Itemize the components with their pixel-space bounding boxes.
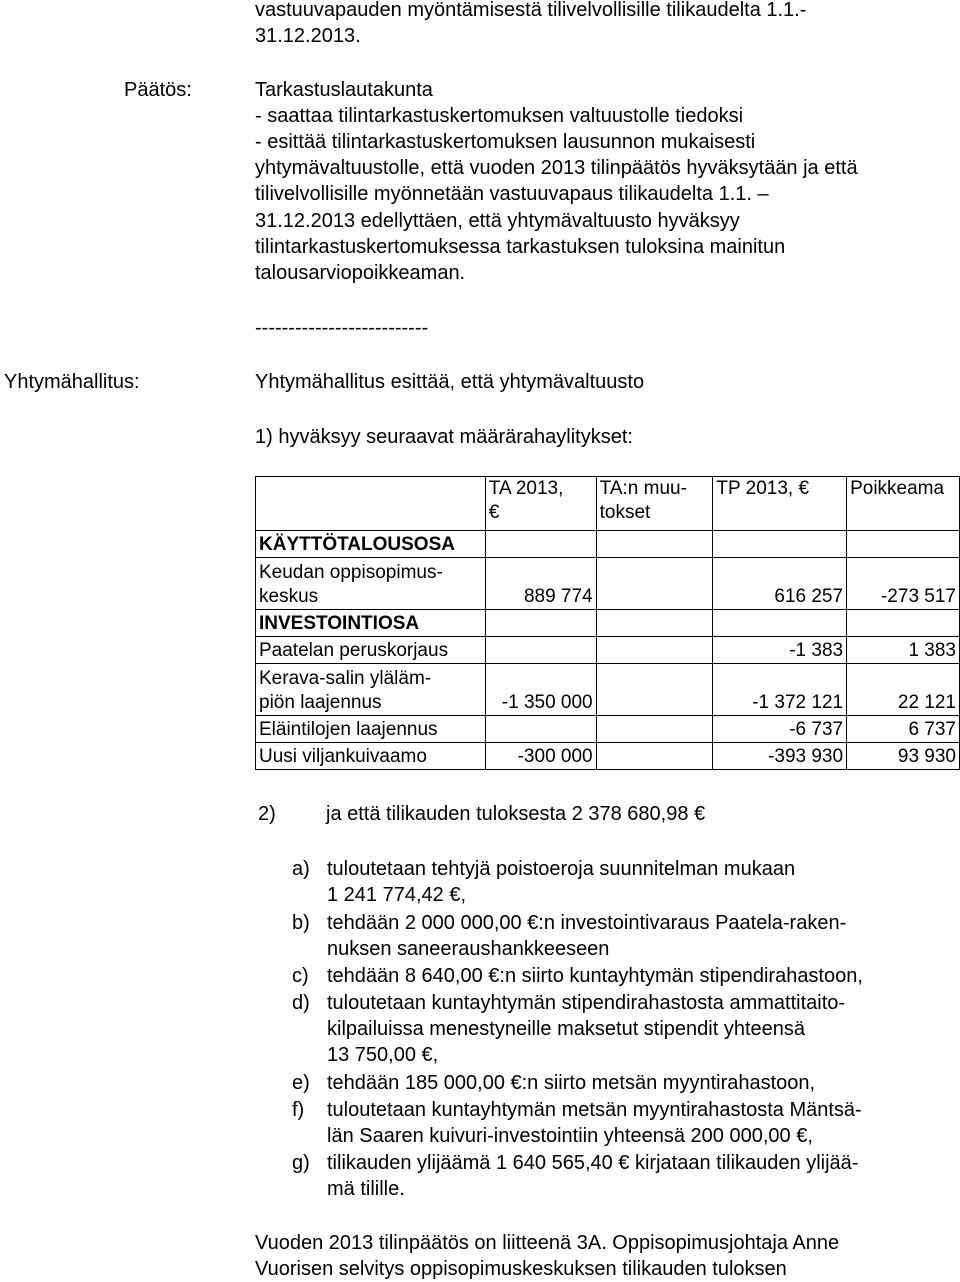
list-item-text: mä tilille. <box>327 1178 405 1200</box>
list-item-text: 13 750,00 €, <box>327 1044 439 1066</box>
table-cell: 6 737 <box>847 716 960 743</box>
intro-line-2: 31.12.2013. <box>255 25 361 47</box>
item-2-text: ja että tilikauden tuloksesta 2 378 680,98 € <box>326 803 706 825</box>
board-intro: Yhtymähallitus esittää, että yhtymävaltuusto <box>255 371 645 393</box>
list-item-marker: a) <box>292 858 310 880</box>
separator: -------------------------- <box>255 317 429 339</box>
table-cell <box>596 637 713 664</box>
table-cell: -1 372 121 <box>713 664 847 716</box>
table-cell <box>485 531 596 558</box>
table-cell <box>713 531 847 558</box>
decision-label: Päätös: <box>124 79 192 101</box>
table-row-label: KÄYTTÖTALOUSOSA <box>256 531 486 558</box>
list-item-text: tuloutetaan tehtyjä poistoeroja suunnitelman mukaan <box>327 858 796 880</box>
table-row-label: INVESTOINTIOSA <box>256 610 486 637</box>
table-row <box>256 716 960 743</box>
table-cell <box>847 531 960 558</box>
table-header-cell: TA 2013, € <box>485 477 596 531</box>
list-item-marker: c) <box>292 965 309 987</box>
table-cell <box>596 610 713 637</box>
table-row <box>256 664 960 716</box>
closing-line-1: Vuoden 2013 tilinpäätös on liitteenä 3A. Oppisopimusjohtaja Anne <box>255 1232 840 1254</box>
list-item-marker: f) <box>292 1099 305 1121</box>
table-cell <box>485 637 596 664</box>
board-item-1: 1) hyväksyy seuraavat määrärahaylitykset: <box>255 426 633 448</box>
table-cell <box>596 664 713 716</box>
decision-line-8: talousarviopoikkeaman. <box>255 262 466 284</box>
table-section-row <box>256 531 960 558</box>
decision-line-2: - saattaa tilintarkastuskertomuksen valtuustolle tiedoksi <box>255 105 744 127</box>
budget-overrun-table <box>255 476 960 770</box>
list-item-text: kilpailuissa menestyneille maksetut stipendit yhteensä <box>327 1018 806 1040</box>
table-cell: -1 350 000 <box>485 664 596 716</box>
decision-line-7: tilintarkastuskertomuksessa tarkastuksen tuloksina mainitun <box>255 236 786 258</box>
list-item-marker: b) <box>292 912 310 934</box>
table-header-cell <box>256 477 486 531</box>
list-item-text: tehdään 2 000 000,00 €:n investointivaraus Paatela-raken- <box>327 912 847 934</box>
table-header-cell: TP 2013, € <box>713 477 847 531</box>
list-item-marker: g) <box>292 1152 310 1174</box>
table-cell: -6 737 <box>713 716 847 743</box>
table-cell: 22 121 <box>847 664 960 716</box>
decision-line-5: tilivelvollisille myönnetään vastuuvapaus tilikaudelta 1.1. – <box>255 183 769 205</box>
table-cell: -1 383 <box>713 637 847 664</box>
table-cell <box>485 716 596 743</box>
table-row-label: Uusi viljankuivaamo <box>256 743 486 770</box>
list-item <box>292 1070 952 1096</box>
list-item-marker: d) <box>292 992 310 1014</box>
list-item <box>292 963 952 989</box>
table-row-label: Kerava-salin yläläm- piön laajennus <box>256 664 486 716</box>
table-cell <box>596 716 713 743</box>
intro-line-1: vastuuvapauden myöntämisestä tilivelvollisille tilikaudelta 1.1.- <box>255 0 807 21</box>
decision-line-3: - esittää tilintarkastuskertomuksen lausunnon mukaisesti <box>255 131 756 153</box>
table-row <box>256 637 960 664</box>
table-cell <box>596 743 713 770</box>
table-row <box>256 558 960 610</box>
list-item-text: län Saaren kuivuri-investointiin yhteensä 200 000,00 €, <box>327 1125 813 1147</box>
list-item-text: tehdään 8 640,00 €:n siirto kuntayhtymän stipendirahastoon, <box>327 965 863 987</box>
table-header-cell: Poikkeama <box>847 477 960 531</box>
list-item <box>292 1097 952 1149</box>
list-item <box>292 910 952 962</box>
list-item-text: 1 241 774,42 €, <box>327 884 467 906</box>
table-cell <box>596 531 713 558</box>
table-cell: 616 257 <box>713 558 847 610</box>
table-cell: 889 774 <box>485 558 596 610</box>
decision-line-6: 31.12.2013 edellyttäen, että yhtymävaltuusto hyväksyy <box>255 210 740 232</box>
table-cell: -300 000 <box>485 743 596 770</box>
table-cell: -273 517 <box>847 558 960 610</box>
list-item-text: tehdään 185 000,00 €:n siirto metsän myyntirahastoon, <box>327 1072 816 1094</box>
table-header-cell: TA:n muu- tokset <box>596 477 713 531</box>
list-item <box>292 990 952 1068</box>
closing-line-2: Vuorisen selvitys oppisopimuskeskuksen tilikauden tuloksen <box>255 1258 787 1280</box>
table-cell <box>596 558 713 610</box>
table-cell: 1 383 <box>847 637 960 664</box>
list-item-text: tilikauden ylijäämä 1 640 565,40 € kirjataan tilikauden ylijää- <box>327 1152 859 1174</box>
table-cell <box>713 610 847 637</box>
table-row-label: Paatelan peruskorjaus <box>256 637 486 664</box>
table-row-label: Keudan oppisopimus- keskus <box>256 558 486 610</box>
table-cell <box>485 610 596 637</box>
table-header-row <box>256 477 960 531</box>
list-item-text: tuloutetaan kuntayhtymän metsän myyntirahastosta Mäntsä- <box>327 1099 862 1121</box>
list-item <box>292 1150 952 1202</box>
table-section-row <box>256 610 960 637</box>
list-item-marker: e) <box>292 1072 310 1094</box>
board-label: Yhtymähallitus: <box>4 371 140 393</box>
table-cell: 93 930 <box>847 743 960 770</box>
list-item-text: nuksen saneeraushankkeeseen <box>327 938 610 960</box>
table-row-label: Eläintilojen laajennus <box>256 716 486 743</box>
table-row <box>256 743 960 770</box>
table-cell <box>847 610 960 637</box>
item-2-number: 2) <box>258 803 276 825</box>
decision-line-4: yhtymävaltuustolle, että vuoden 2013 tilinpäätös hyväksytään ja että <box>255 157 858 179</box>
table-cell: -393 930 <box>713 743 847 770</box>
list-item <box>292 856 952 908</box>
list-item-text: tuloutetaan kuntayhtymän stipendirahastosta ammattitaito- <box>327 992 846 1014</box>
decision-line-1: Tarkastuslautakunta <box>255 79 433 101</box>
